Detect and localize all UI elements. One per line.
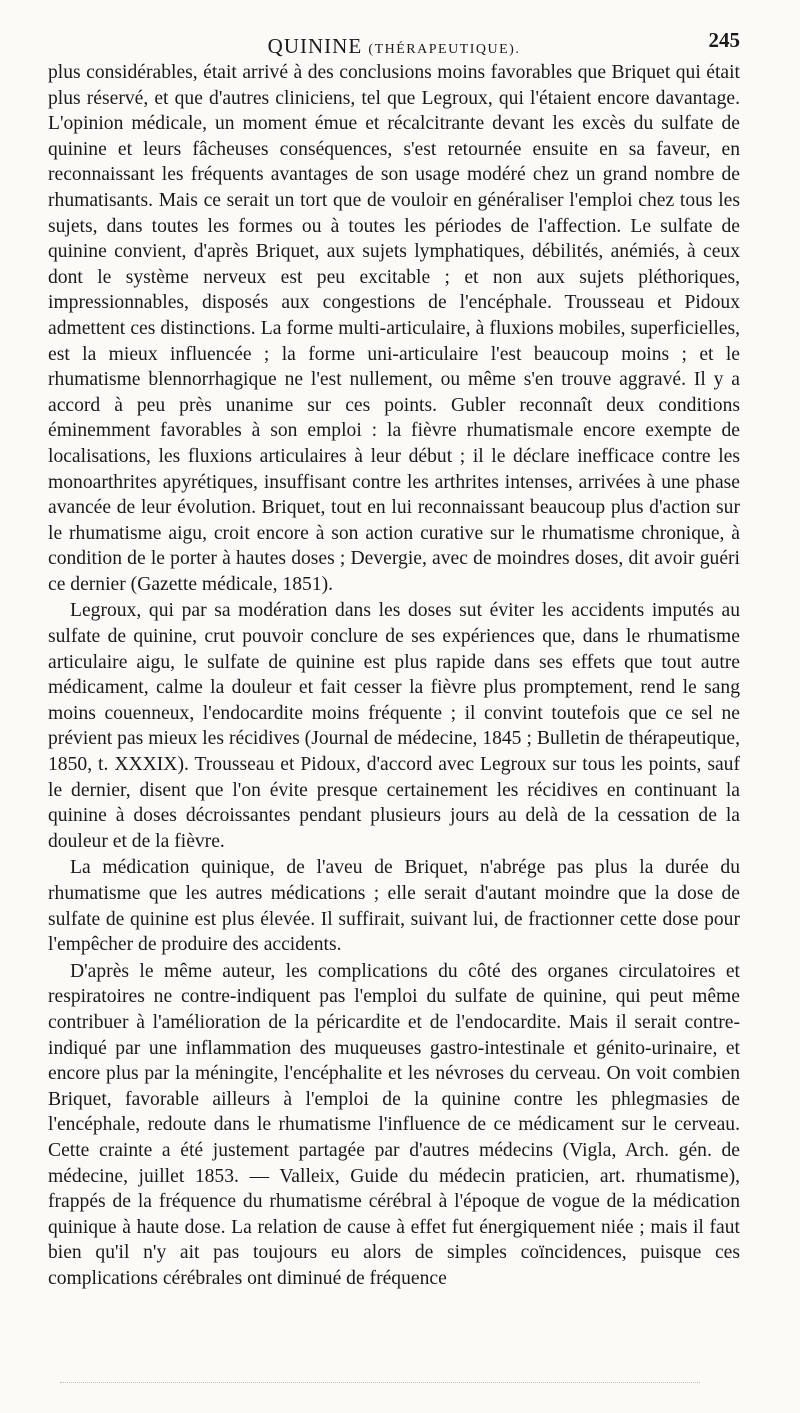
running-head-title: QUININE (267, 34, 363, 58)
paragraph-4: D'après le même auteur, les complications du côté des organes circulatoires et respiratoires ne contre-indiquent pas l'emploi du sulfate de quinine, qui peut même contribuer à l'amélioration de la péricardite et de l'endocardite. Mais il serait contre-indiqué par une inflammation des muqueuses gastro-intestinale et génito-urinaire, et encore plus par la méningite, l'encéphalite et les névroses du cerveau. On voit combien Briquet, favorable ailleurs à l'emploi de la quinine contre les phlegmasies de l'encéphale, redoute dans le rhumatisme l'influence de ce médicament sur le cerveau. Cette crainte a été justement partagée par d'autres médecins (Vigla, Arch. gén. de médecine, juillet 1853. — Valleix, Guide du médecin praticien, art. rhumatisme), frappés de la fréquence du rhumatisme cérébral à l'époque de vogue de la médication quinique à haute dose. La relation de cause à effet fut énergiquement niée ; mais il faut bien qu'il n'y ait pas toujours eu alors de simples coïncidences, puisque ces complications cérébrales ont diminué de fréquence (48, 960, 740, 1289)
body-text (48, 60, 740, 1292)
bottom-scan-artifact (60, 1382, 700, 1383)
page-header (48, 24, 740, 56)
running-head (48, 34, 740, 59)
running-head-subtitle: (THÉRAPEUTIQUE). (368, 42, 521, 57)
paragraph-3: La médication quinique, de l'aveu de Briquet, n'abrége pas plus la durée du rhumatisme que les autres médications ; elle serait d'autant moindre que la dose de sulfate de quinine est plus élevée. Il suffirait, suivant lui, de fractionner cette dose pour l'empêcher de produire des accidents. (48, 857, 740, 956)
page-number: 245 (708, 28, 740, 52)
paragraph-2: Legroux, qui par sa modération dans les doses sut éviter les accidents imputés au sulfate de quinine, crut pouvoir conclure de ses expériences que, dans le rhumatisme articulaire aigu, le sulfate de quinine est plus rapide dans ses effets que tout autre médicament, calme la douleur et fait cesser la fièvre plus promptement, rend le sang moins couenneux, l'endocardite moins fréquente ; il convint toutefois que ce sel ne prévient pas mieux les récidives (Journal de médecine, 1845 ; Bulletin de thérapeutique, 1850, t. XXXIX). Trousseau et Pidoux, d'accord avec Legroux sur tous les points, sauf le dernier, disent que l'on évite presque certainement les récidives en continuant la quinine à doses décroissantes pendant plusieurs jours au delà de la cessation de la douleur et de la fièvre. (48, 600, 740, 852)
paragraph-1: plus considérables, était arrivé à des conclusions moins favorables que Briquet qui était plus réservé, et que d'autres cliniciens, tel que Legroux, qui l'étaient encore davantage. L'opinion médicale, un moment émue et récalcitrante devant les excès du sulfate de quinine et leurs fâcheuses conséquences, s'est retournée ensuite en sa faveur, en reconnaissant les fréquents avantages de son usage modéré chez un grand nombre de rhumatisants. Mais ce serait un tort que de vouloir en généraliser l'emploi chez tous les sujets, dans toutes les formes ou à toutes les périodes de l'affection. Le sulfate de quinine convient, d'après Briquet, aux sujets lymphatiques, débilités, anémiés, à ceux dont le système nerveux est peu excitable ; et non aux sujets pléthoriques, impressionnables, disposés aux congestions de l'encéphale. Trousseau et Pidoux admettent ces distinctions. La forme multi-articulaire, à fluxions mobiles, superficielles, est la mieux influencée ; la forme uni-articulaire l'est beaucoup moins ; et le rhumatisme blennorrhagique ne l'est nullement, ou même s'en trouve aggravé. Il y a accord à peu près unanime sur ces points. Gubler reconnaît deux conditions éminemment favorables à son emploi : la fièvre rhumatismale encore exempte de localisations, les fluxions articulaires à leur début ; il le déclare inefficace contre les monoarthrites apyrétiques, insuffisant contre les arthrites intenses, arrivées à une phase avancée de leur évolution. Briquet, tout en lui reconnaissant beaucoup plus d'action sur le rhumatisme aigu, croit encore à son action curative sur le rhumatisme chronique, à condition de le porter à hautes doses ; Devergie, avec de moindres doses, dit avoir guéri ce dernier (Gazette médicale, 1851). (48, 62, 740, 595)
